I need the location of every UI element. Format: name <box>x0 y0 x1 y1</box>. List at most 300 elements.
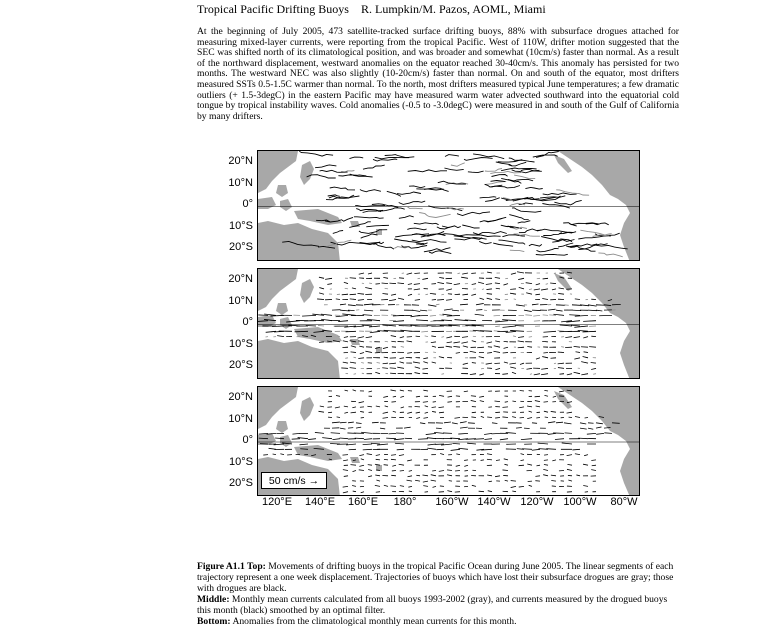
current-vector <box>425 412 428 413</box>
mean-vector <box>425 336 428 337</box>
mean-vector <box>546 284 548 285</box>
current-vector <box>382 293 388 294</box>
current-vector <box>481 416 484 417</box>
lat-label: 10°S <box>229 220 253 232</box>
current-vector <box>486 289 492 290</box>
current-vector <box>399 464 404 465</box>
current-vector <box>571 325 580 326</box>
current-vector <box>479 396 484 397</box>
current-vector <box>487 342 492 343</box>
current-vector <box>544 411 548 412</box>
current-vector <box>428 305 436 306</box>
current-vector <box>363 444 372 445</box>
land-shape <box>300 161 314 185</box>
mean-vector <box>441 374 444 375</box>
current-vector <box>504 464 508 465</box>
mean-vector <box>345 358 348 359</box>
lat-label: 20°N <box>228 391 253 403</box>
current-vector <box>521 439 532 440</box>
current-vector <box>487 298 492 299</box>
current-vector <box>495 341 500 342</box>
current-vector <box>408 294 412 295</box>
current-vector <box>587 433 596 434</box>
trajectory <box>480 197 497 198</box>
current-vector <box>322 438 332 439</box>
current-vector <box>439 412 444 413</box>
mean-vector <box>514 299 516 300</box>
mean-vector <box>458 273 460 274</box>
current-vector <box>591 470 596 471</box>
current-vector <box>400 486 404 487</box>
current-vector <box>529 411 532 412</box>
current-vector <box>495 401 500 402</box>
current-vector <box>390 486 396 487</box>
current-vector <box>412 310 420 311</box>
trajectory <box>509 162 527 166</box>
current-vector <box>343 460 348 461</box>
lon-label: 140°E <box>304 496 336 508</box>
current-vector <box>562 443 572 444</box>
current-vector <box>475 314 484 315</box>
current-vector <box>510 330 524 331</box>
mean-vector <box>494 315 500 316</box>
current-vector <box>542 298 548 299</box>
current-vector <box>400 358 404 359</box>
current-vector <box>368 273 372 274</box>
current-vector <box>367 454 372 455</box>
current-vector <box>467 443 476 444</box>
current-vector <box>438 407 444 408</box>
current-vector <box>367 406 372 407</box>
mean-vector <box>554 363 556 364</box>
current-vector <box>306 325 316 326</box>
current-vector <box>548 422 555 423</box>
current-vector <box>532 423 537 424</box>
current-vector <box>580 428 587 429</box>
current-vector <box>407 353 412 354</box>
current-vector <box>502 470 508 471</box>
intro-paragraph: At the beginning of July 2005, 473 satellite-tracked surface drifting buoys, 88% with subsurface drogues attached for measuring mixed-layer currents, were reporting from the tropical Pacific. West of 110W, drifter motion suggested that the SEC was shifted north of its climatological position, and was broader and somewhat (10cm/s) faster than normal. As a result of the northward displacement, westward anomalies on the equator reached 30-40cm/s. This anomaly has persisted for two months. The westward NEC was also slightly (10-20cm/s) faster than normal. On and south of the equator, most drifters measured SSTs 0.5-1.5C warmer than normal. To the north, most drifters measured typical June temperatures; a few dramatic outliers (+ 1.5-3degC) in the eastern Pacific may have measured warm water advected southward into the equatorial cold tongue by tropical instability waves. Cold anomalies (-0.5 to -3.0degC) were measured in and south of the Gulf of California by many drifters. <box>197 26 679 122</box>
current-vector <box>504 347 508 348</box>
trajectory <box>361 234 378 238</box>
current-vector <box>495 283 500 284</box>
caption-top-label: Figure A1.1 Top: <box>197 561 266 572</box>
trajectory <box>399 216 414 219</box>
current-vector <box>544 455 548 456</box>
current-vector <box>423 402 428 403</box>
current-vector <box>358 341 364 342</box>
current-vector <box>361 459 364 460</box>
lon-label: 160°W <box>435 496 469 508</box>
current-vector <box>487 454 492 455</box>
current-vector <box>526 293 532 294</box>
current-vector <box>432 411 436 412</box>
mean-vector <box>439 315 444 316</box>
current-vector <box>574 358 580 359</box>
lat-label: 10°N <box>228 413 253 425</box>
current-vector <box>511 481 516 482</box>
current-vector <box>581 374 588 375</box>
land-shape <box>276 303 288 315</box>
current-vector <box>430 293 436 294</box>
current-vector <box>319 277 324 278</box>
current-vector <box>448 396 452 397</box>
current-vector <box>552 460 556 461</box>
current-vector <box>487 353 492 354</box>
lon-label: 120°W <box>520 496 554 508</box>
current-vector <box>364 310 373 311</box>
trajectory <box>330 187 355 190</box>
current-vector <box>496 288 500 289</box>
current-vector <box>447 475 452 476</box>
current-vector <box>352 407 356 408</box>
current-vector <box>529 485 532 486</box>
trajectory <box>536 254 568 255</box>
current-vector <box>423 390 428 391</box>
current-vector <box>502 407 508 408</box>
scale-legend: 50 cm/s → <box>261 472 327 489</box>
current-vector <box>426 433 436 434</box>
current-vector <box>408 284 412 285</box>
mean-vector <box>543 315 548 316</box>
current-vector <box>543 331 556 332</box>
current-vector <box>558 368 564 369</box>
current-vector <box>452 423 458 424</box>
current-vector <box>318 411 324 412</box>
trajectory <box>529 244 542 246</box>
current-vector <box>359 402 364 403</box>
trajectory <box>462 225 479 228</box>
trajectory <box>419 213 450 218</box>
current-vector <box>454 418 460 419</box>
trajectory <box>464 158 493 161</box>
current-vector <box>481 460 484 461</box>
current-vector <box>464 391 468 392</box>
current-vector <box>536 406 540 407</box>
current-vector <box>420 423 425 424</box>
current-vector <box>572 449 580 450</box>
current-vector <box>376 455 380 456</box>
landmass <box>258 269 640 379</box>
mean-vector <box>377 363 380 364</box>
current-vector <box>471 400 476 401</box>
current-vector <box>359 470 364 471</box>
current-vector <box>413 362 420 363</box>
current-vector <box>534 289 540 290</box>
current-vector <box>574 346 580 347</box>
current-vector <box>350 299 356 300</box>
trajectory <box>598 253 622 257</box>
trajectory-map <box>258 151 640 261</box>
current-vector <box>492 423 497 424</box>
mean-vector <box>525 315 532 316</box>
current-vector <box>391 459 396 460</box>
current-vector <box>472 363 476 364</box>
trajectory <box>485 181 507 184</box>
current-vector <box>495 476 500 477</box>
current-vector <box>439 357 444 358</box>
caption-bottom-text: Anomalies from the climatological monthly mean currents for this month. <box>230 616 517 627</box>
trajectory <box>409 186 425 188</box>
current-vector <box>447 402 452 403</box>
trajectory <box>399 201 426 204</box>
current-vector <box>543 475 548 476</box>
trajectory <box>408 170 447 172</box>
mean-vector <box>482 289 484 290</box>
current-vector <box>389 300 396 301</box>
current-vector <box>584 455 588 456</box>
current-vector <box>351 412 356 413</box>
current-vector <box>376 459 380 460</box>
current-vector <box>596 427 601 428</box>
mean-currents-map-panel <box>257 268 640 379</box>
current-vector <box>534 374 540 375</box>
current-vector <box>344 412 348 413</box>
current-vector <box>337 417 340 418</box>
lon-label: 80°W <box>610 496 638 508</box>
current-vector <box>422 373 428 374</box>
current-vector <box>414 289 420 290</box>
trajectory <box>354 217 384 219</box>
current-vector <box>343 486 348 487</box>
current-vector <box>335 407 340 408</box>
current-vector <box>395 443 404 444</box>
current-vector <box>423 481 428 482</box>
current-vector <box>414 273 420 274</box>
current-vector <box>385 406 388 407</box>
current-vector <box>415 367 420 368</box>
land-shape <box>280 199 292 211</box>
current-vector <box>521 454 524 455</box>
current-vector <box>390 390 396 391</box>
current-vector <box>472 485 476 486</box>
current-vector <box>353 491 356 492</box>
current-vector <box>375 475 380 476</box>
current-vector <box>357 293 364 294</box>
current-vector <box>383 277 388 278</box>
trajectory <box>412 240 447 243</box>
current-vector <box>565 433 572 434</box>
current-vector <box>352 485 356 486</box>
current-vector <box>415 300 420 301</box>
current-vector <box>544 402 548 403</box>
current-vector <box>454 284 460 285</box>
current-vector <box>591 363 596 364</box>
current-vector <box>372 422 379 423</box>
current-vector <box>368 470 372 471</box>
current-vector <box>493 351 500 352</box>
current-vector <box>559 391 564 392</box>
current-vector <box>431 342 436 343</box>
current-vector <box>495 277 500 278</box>
lat-label: 10°S <box>229 338 253 350</box>
current-vector <box>344 282 348 283</box>
current-vector <box>548 433 556 434</box>
lon-label: 160°E <box>347 496 379 508</box>
current-vector <box>350 362 356 363</box>
current-vector <box>464 465 468 466</box>
current-vector <box>302 315 316 316</box>
trajectory <box>485 169 502 172</box>
current-vector <box>536 465 540 466</box>
current-vector <box>512 401 516 402</box>
current-vector <box>479 374 484 375</box>
current-vector <box>386 438 396 439</box>
current-vector <box>358 300 364 301</box>
current-vector <box>383 412 388 413</box>
trajectory-map-panel <box>257 150 640 261</box>
land-shape <box>280 435 292 447</box>
current-vector <box>423 486 428 487</box>
current-vector <box>383 347 388 348</box>
current-vector <box>588 305 597 306</box>
land-shape <box>558 387 640 496</box>
trajectory <box>451 163 465 167</box>
current-vector <box>572 310 581 311</box>
current-vector <box>409 471 412 472</box>
current-vector <box>368 465 372 466</box>
current-vector <box>541 374 548 375</box>
current-vector <box>273 454 276 455</box>
current-vector <box>548 309 556 310</box>
current-vector <box>527 346 532 347</box>
current-vector <box>470 374 476 375</box>
current-vector <box>472 341 476 342</box>
mean-vector <box>529 289 532 290</box>
current-vector <box>480 298 484 299</box>
trajectory <box>542 204 569 209</box>
land-shape <box>300 279 314 303</box>
current-vector <box>375 485 380 486</box>
current-vector <box>518 337 524 338</box>
current-vector <box>512 491 516 492</box>
current-vector <box>463 346 468 347</box>
lat-label: 20°N <box>228 273 253 285</box>
current-vector <box>536 358 540 359</box>
current-vector <box>439 471 444 472</box>
current-vector <box>455 471 460 472</box>
trajectory <box>416 189 443 190</box>
page-title <box>197 2 546 17</box>
current-vector <box>462 337 468 338</box>
trajectory <box>299 151 333 156</box>
current-vector <box>391 455 396 456</box>
trajectory <box>473 232 507 235</box>
trajectory <box>363 165 385 169</box>
current-vector <box>558 363 564 364</box>
current-vector <box>446 346 452 347</box>
current-vector <box>444 309 453 310</box>
current-vector <box>512 417 516 418</box>
current-vector <box>527 418 532 419</box>
current-vector <box>332 422 340 423</box>
current-vector <box>460 422 467 423</box>
mean-vector <box>495 326 500 327</box>
current-vector <box>371 443 380 444</box>
current-vector <box>520 390 524 391</box>
mean-vector <box>558 331 564 332</box>
current-vector <box>551 480 556 481</box>
current-vector <box>453 346 460 347</box>
current-vector <box>414 284 420 285</box>
lon-label: 120°E <box>261 496 293 508</box>
current-vector <box>416 320 428 321</box>
current-vector <box>538 443 548 444</box>
current-vector <box>583 486 588 487</box>
mean-vector <box>353 357 356 358</box>
trajectory <box>479 241 491 243</box>
current-vector <box>420 310 427 311</box>
current-vector <box>359 455 364 456</box>
current-vector <box>504 362 508 363</box>
current-vector <box>358 337 364 338</box>
current-vector <box>511 273 516 274</box>
current-vector <box>350 465 356 466</box>
current-vector <box>408 476 412 477</box>
current-vector <box>328 412 332 413</box>
trajectory <box>366 225 389 227</box>
trajectory <box>525 187 542 189</box>
trajectory <box>533 155 558 157</box>
current-vector <box>580 423 586 424</box>
current-vector <box>343 492 348 493</box>
current-vector <box>343 362 348 363</box>
current-vector <box>400 362 404 363</box>
current-vector <box>319 293 324 294</box>
current-vector <box>589 347 596 348</box>
current-vector <box>422 368 428 369</box>
trajectory <box>414 223 439 225</box>
current-vector <box>432 362 436 363</box>
trajectory <box>350 174 367 176</box>
current-vector <box>527 406 532 407</box>
current-vector <box>543 469 548 470</box>
current-vector <box>460 304 468 305</box>
current-vector <box>509 363 516 364</box>
current-vector <box>553 396 556 397</box>
trajectory <box>459 235 500 237</box>
current-vector <box>375 372 380 373</box>
current-vector <box>416 418 420 419</box>
current-vector <box>344 406 348 407</box>
current-vector <box>558 293 564 294</box>
current-vector <box>526 283 532 284</box>
current-vector <box>397 449 404 450</box>
current-vector <box>364 439 372 440</box>
current-vector <box>343 341 348 342</box>
authors-text: R. Lumpkin/M. Pazos, AOML, Miami <box>361 2 546 16</box>
current-vector <box>416 396 420 397</box>
current-vector <box>415 480 420 481</box>
current-vector <box>458 433 468 434</box>
current-vector <box>486 284 492 285</box>
current-vector <box>431 475 436 476</box>
current-vector <box>439 277 444 278</box>
current-vector <box>581 362 588 363</box>
current-vector <box>591 460 596 461</box>
mean-vector <box>513 336 516 337</box>
current-vector <box>527 464 532 465</box>
current-vector <box>495 368 500 369</box>
mean-vector <box>385 288 388 289</box>
current-vector <box>452 310 459 311</box>
caption-middle-text: Monthly mean currents calculated from all buoys 1993-2002 (gray), and currents measured by the drogued buoys this month (black) smoothed by an optimal filter. <box>197 594 668 616</box>
current-vector <box>489 481 492 482</box>
trajectory <box>493 243 513 246</box>
current-vector <box>494 346 500 347</box>
current-vector <box>476 310 482 311</box>
current-vector <box>384 485 388 486</box>
